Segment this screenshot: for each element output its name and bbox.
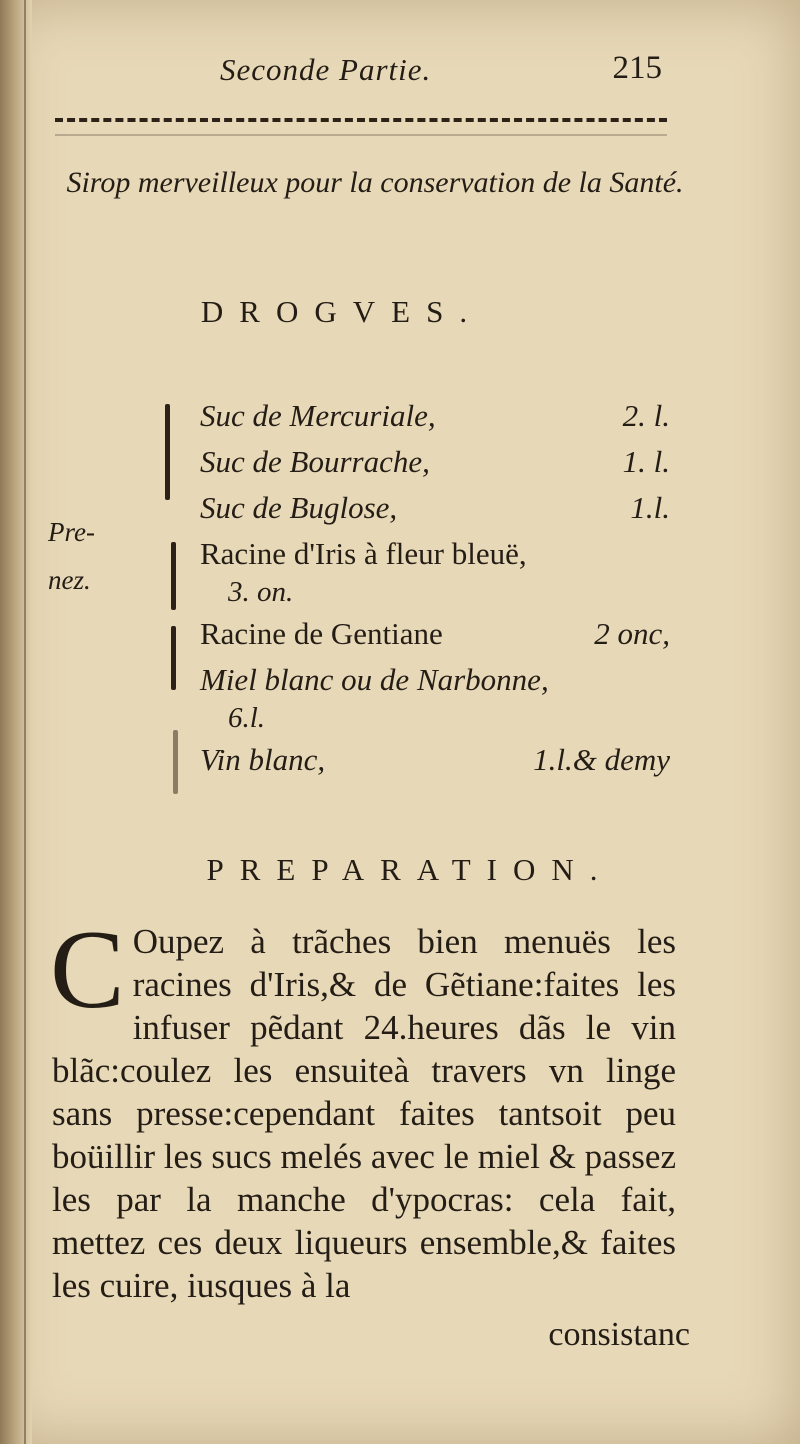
ingredient-quantity: 2 onc,: [594, 616, 670, 651]
header-ornament-rule: [55, 118, 667, 136]
gutter-fold-line: [24, 0, 26, 1444]
running-title: Seconde Partie.: [220, 52, 432, 87]
drugs-heading: DROGVES.: [200, 294, 484, 329]
ingredient-name: Suc de Buglose,: [200, 490, 398, 525]
ingredient-quantity: 1.l.: [630, 490, 670, 525]
ingredient-row: [200, 536, 670, 576]
preparation-heading: PREPARATION.: [206, 852, 614, 887]
catchword: consistanc: [548, 1316, 690, 1353]
ingredient-row: [200, 444, 670, 490]
recipe-title: Sirop merveilleux pour la conservation de la Santé.: [66, 166, 684, 199]
ingredient-row: [200, 398, 670, 444]
ingredient-row: [200, 616, 670, 662]
ingredient-name: Miel blanc ou de Narbonne,: [200, 662, 549, 697]
bracket-mark: [171, 626, 176, 690]
ingredient-quantity: 1.l.& demy: [533, 742, 670, 777]
preparation-text: [50, 908, 676, 1307]
bracket-mark: [173, 730, 178, 794]
ingredient-name: Suc de Mercuriale,: [200, 398, 436, 433]
ingredient-quantity: 6.l.: [228, 702, 266, 734]
ingredient-quantity: 3. on.: [228, 576, 294, 608]
page-number: 215: [612, 50, 662, 86]
ingredient-name: Vin blanc,: [200, 742, 326, 777]
ingredient-list: [200, 398, 670, 788]
ingredient-row: [200, 490, 670, 536]
side-note-prenez: Pre-nez.: [48, 517, 95, 595]
ingredient-name: Racine de Gentiane: [200, 616, 443, 651]
ingredient-quantity: 2. l.: [622, 398, 670, 433]
ingredient-name: Racine d'Iris à fleur bleuë,: [200, 536, 527, 571]
ingredient-quantity: 1. l.: [622, 444, 670, 479]
bracket-mark: [165, 404, 170, 500]
bracket-mark: [171, 542, 176, 610]
preparation-body: Oupez à trãches bien menuës les racines d'Iris,& de Gẽtiane:faites les infuser pẽdant 24.heures dãs le vin blãc:coulez les ensuiteà travers vn linge sans presse:cependant faites tantsoit peu boüillir les sucs melés avec le miel & passez les par la manche d'ypocras: cela fait, mettez ces deux liqueurs ensemble,& faites les cuire, iusques à la: [52, 922, 676, 1305]
ingredient-row: [200, 662, 670, 702]
page-gutter: [0, 0, 32, 1444]
drop-cap: C: [50, 908, 125, 1032]
ingredient-name: Suc de Bourrache,: [200, 444, 430, 479]
ingredient-row: [200, 742, 670, 788]
page-header: [60, 48, 680, 92]
